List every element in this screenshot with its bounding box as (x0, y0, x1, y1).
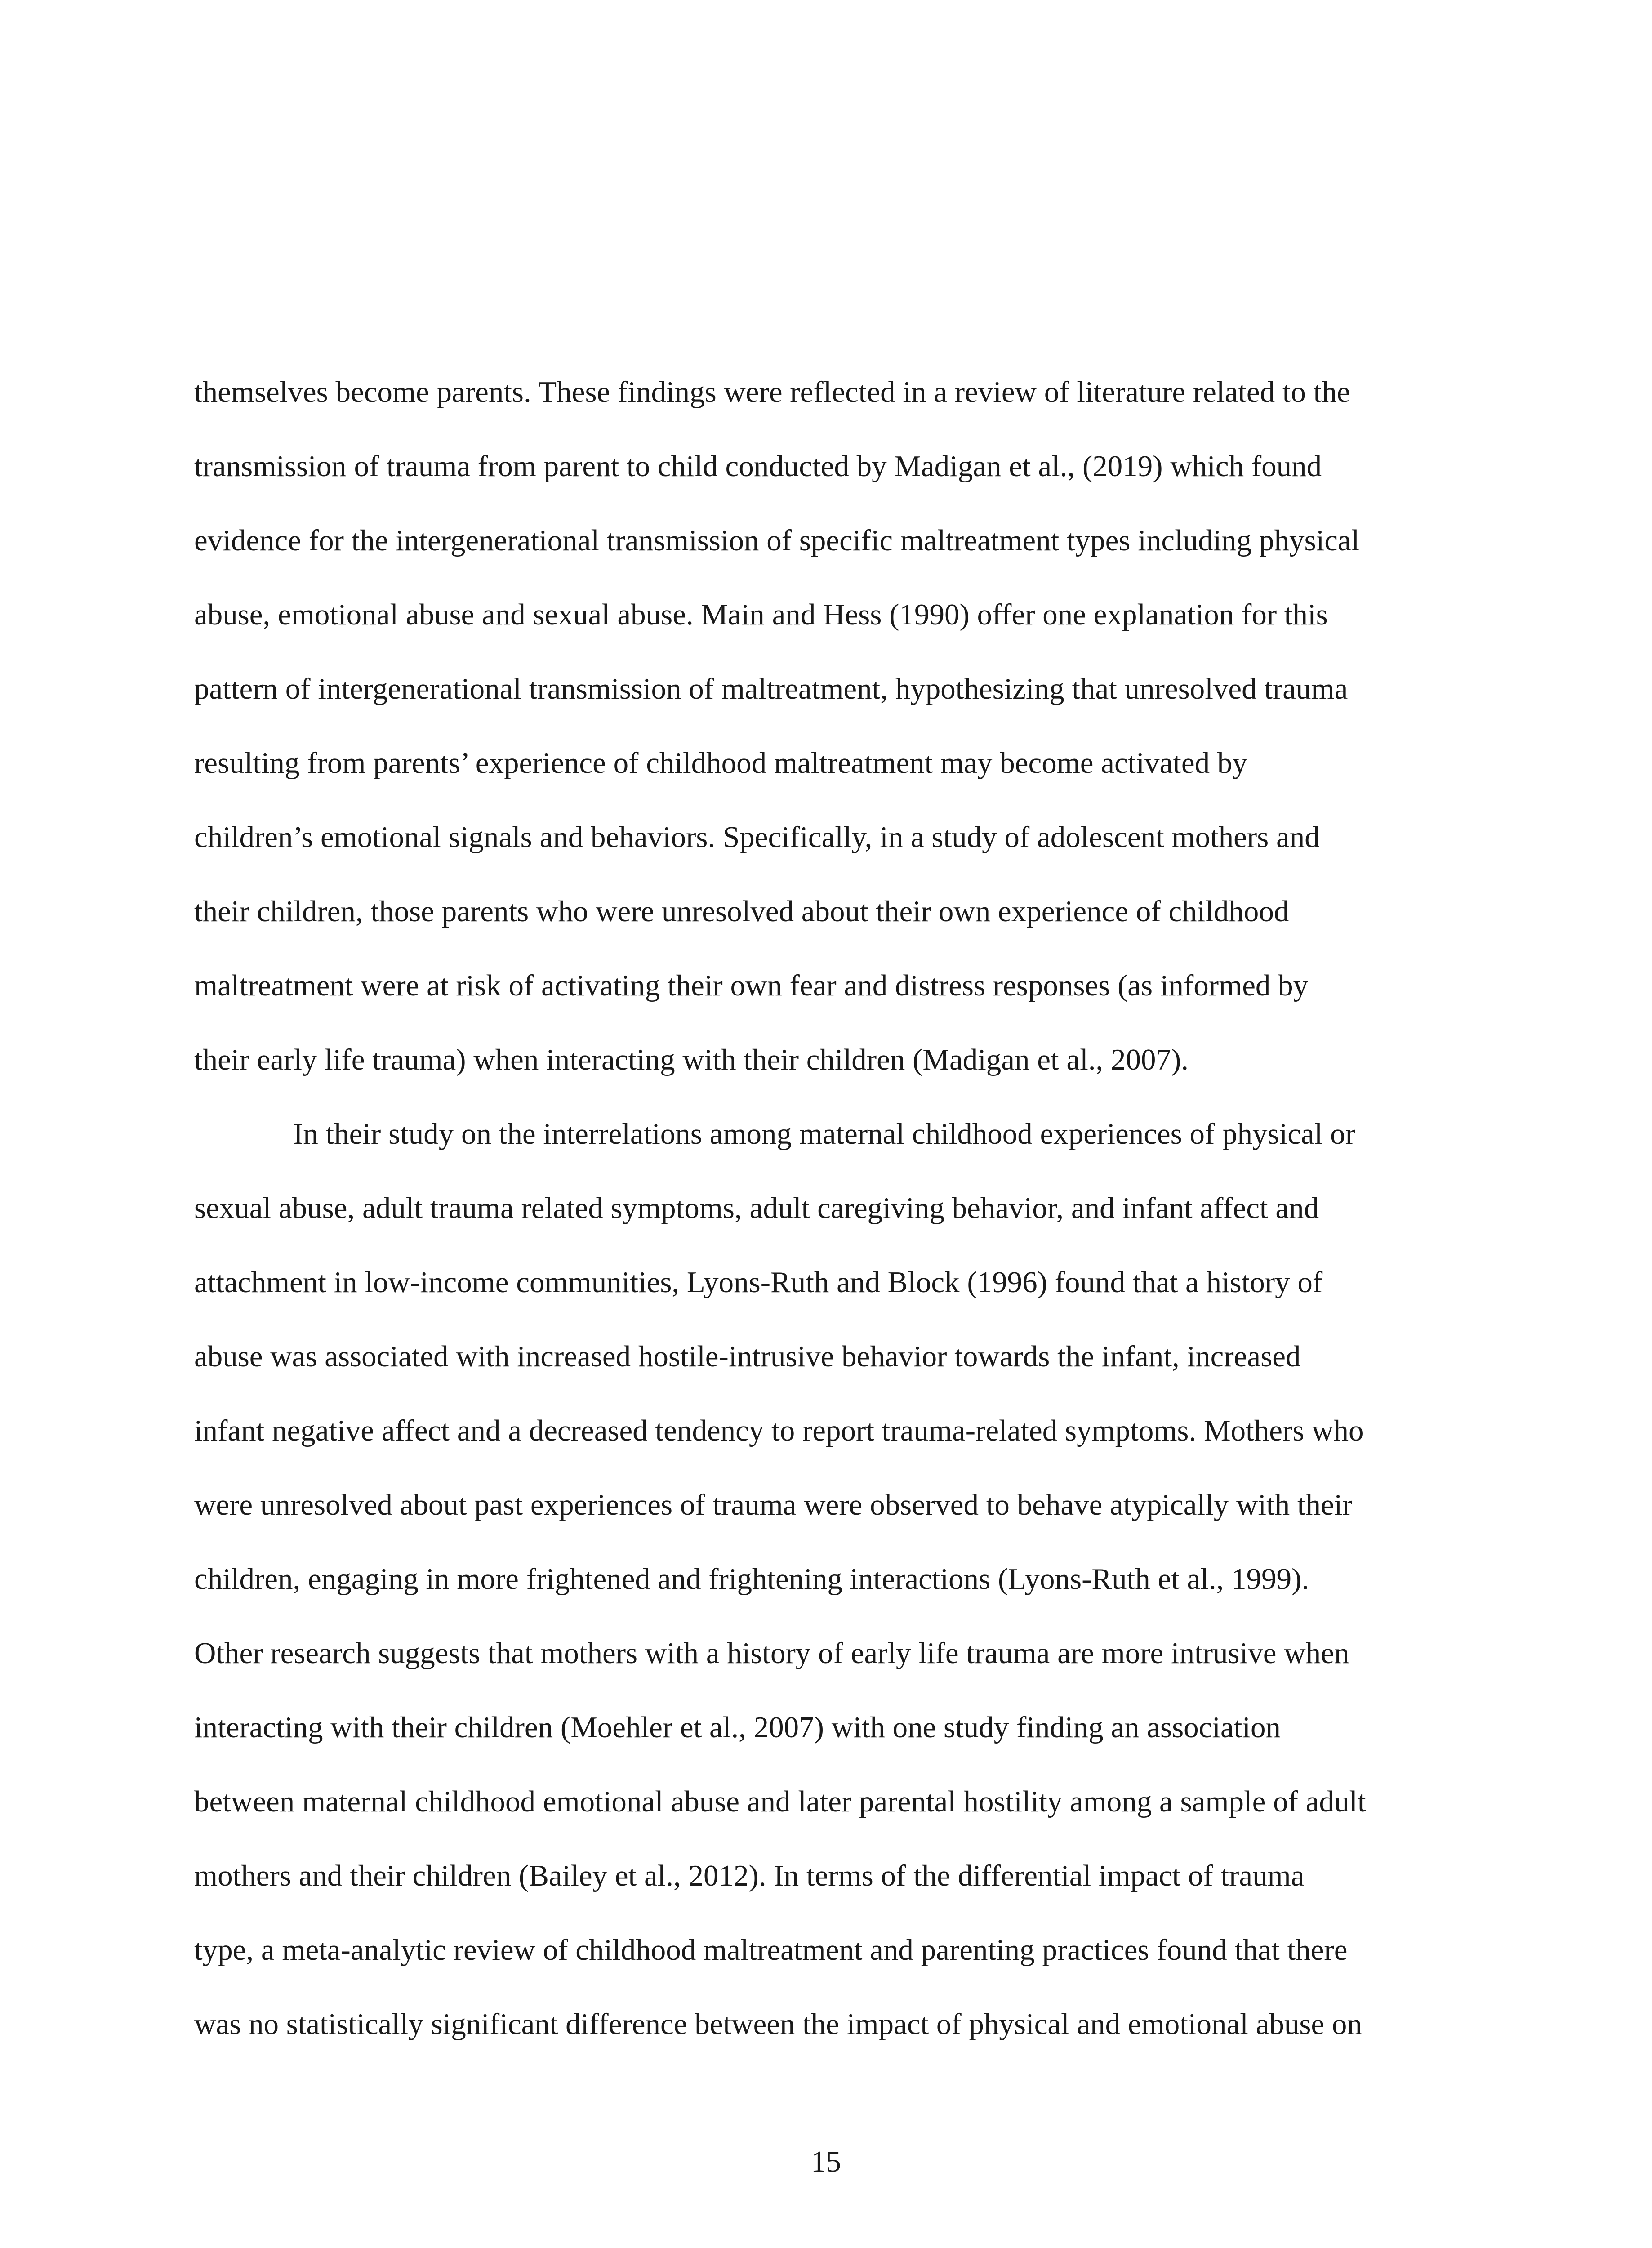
text-line: their early life trauma) when interacting with their children (Madigan et al., 2007). (194, 1043, 1189, 1076)
text-line: Other research suggests that mothers with a history of early life trauma are more intrusive when (194, 1637, 1349, 1670)
page-number: 15 (811, 2145, 841, 2178)
text-line: attachment in low-income communities, Lyons-Ruth and Block (1996) found that a history of (194, 1266, 1323, 1299)
text-line-indented: In their study on the interrelations among maternal childhood experiences of physical or (293, 1117, 1355, 1151)
text-line: themselves become parents. These findings were reflected in a review of literature related to the (194, 375, 1350, 409)
text-line: type, a meta-analytic review of childhood maltreatment and parenting practices found that there (194, 1933, 1348, 1967)
text-line: sexual abuse, adult trauma related symptoms, adult caregiving behavior, and infant affect and (194, 1191, 1319, 1225)
text-line: abuse, emotional abuse and sexual abuse. Main and Hess (1990) offer one explanation for this (194, 598, 1328, 631)
text-line: resulting from parents’ experience of childhood maltreatment may become activated by (194, 746, 1247, 780)
text-line: mothers and their children (Bailey et al., 2012). In terms of the differential impact of trauma (194, 1859, 1305, 1892)
text-line: was no statistically significant difference between the impact of physical and emotional abuse on (194, 2007, 1362, 2041)
text-line: transmission of trauma from parent to child conducted by Madigan et al., (2019) which found (194, 450, 1322, 483)
text-line: were unresolved about past experiences of trauma were observed to behave atypically with their (194, 1488, 1353, 1521)
text-line: infant negative affect and a decreased tendency to report trauma-related symptoms. Mothers who (194, 1414, 1364, 1447)
text-line: children’s emotional signals and behaviors. Specifically, in a study of adolescent mothers and (194, 821, 1320, 854)
text-line: maltreatment were at risk of activating their own fear and distress responses (as informed by (194, 969, 1309, 1002)
text-line: their children, those parents who were unresolved about their own experience of childhood (194, 895, 1289, 928)
body-text (194, 355, 1471, 2061)
text-line: evidence for the intergenerational transmission of specific maltreatment types including physical (194, 524, 1360, 557)
text-line: pattern of intergenerational transmission of maltreatment, hypothesizing that unresolved trauma (194, 672, 1348, 705)
text-line: abuse was associated with increased hostile-intrusive behavior towards the infant, increased (194, 1340, 1301, 1373)
text-line: children, engaging in more frightened and frightening interactions (Lyons-Ruth et al., 1999). (194, 1562, 1309, 1596)
text-line: interacting with their children (Moehler et al., 2007) with one study finding an association (194, 1711, 1281, 1744)
text-line: between maternal childhood emotional abuse and later parental hostility among a sample of adult (194, 1785, 1366, 1818)
